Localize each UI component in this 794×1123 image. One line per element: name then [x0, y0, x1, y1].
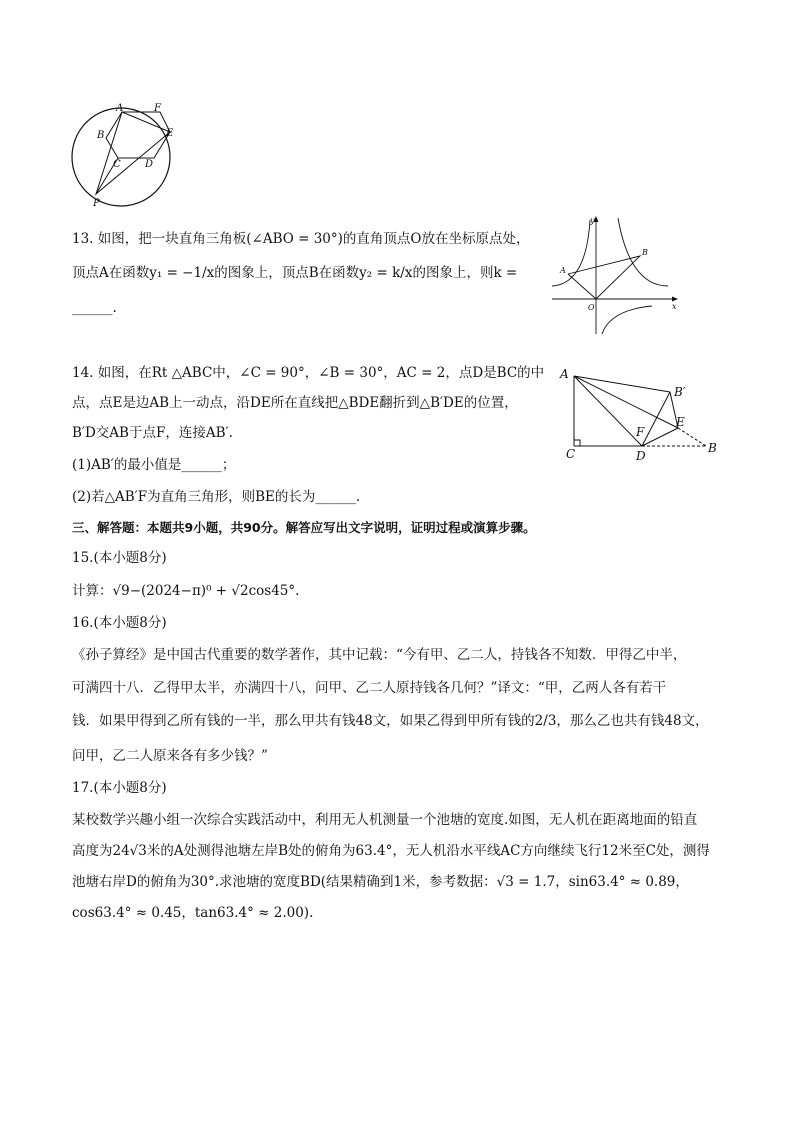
q17-line1: 某校数学兴趣小组一次综合实践活动中，利用无人机测量一个池塘的宽度.如图，无人机在距离地面的铅直 [72, 812, 698, 828]
label-D: D [636, 449, 646, 462]
label-A: A [560, 266, 566, 275]
q13-line2: 顶点A在函数y₁ = −1/x的图象上，顶点B在函数y₂ = k/x的图象上，则k = [72, 265, 518, 281]
q13-line3: ______. [72, 300, 117, 316]
label-B: B [708, 441, 717, 455]
label-C: C [113, 159, 121, 170]
label-x: x [672, 302, 677, 311]
line-AD [574, 376, 642, 446]
label-B-prime: B′ [674, 385, 686, 399]
label-A: A [116, 103, 124, 114]
dashed-EB [678, 428, 706, 446]
q14-line2: 点，点E是边AB上一动点，沿DE所在直线把△BDE翻折到△B′DE的位置， [72, 395, 518, 411]
q14-line3: B′D交AB于点F，连接AB′. [72, 425, 233, 441]
q17-line4: cos63.4° ≈ 0.45，tan63.4° ≈ 2.00). [72, 905, 314, 921]
label-C: C [566, 447, 576, 461]
polygon-lines [96, 112, 170, 194]
q15-line1: 计算：√9−(2024−π)⁰ + √2cos45°. [72, 583, 300, 599]
line-DB-prime [642, 392, 670, 446]
q16-line4: 问甲，乙二人原来各有多少钱？” [72, 748, 268, 764]
label-O: O [588, 303, 595, 312]
label-y: y [590, 216, 595, 225]
curve-right-bottom [602, 306, 652, 334]
label-B: B [97, 130, 105, 141]
hyperbola-figure [548, 214, 680, 338]
q16-line3: 钱．如果甲得到乙所有钱的一半，那么甲共有钱48文，如果乙得到甲所有钱的2/3，那么乙也共有钱48文， [72, 713, 709, 729]
q14-line1: 14. 如图，在Rt △ABC中，∠C = 90°，∠B = 30°，AC = 2，点D是BC的中 [72, 365, 545, 381]
label-P: P [93, 198, 100, 209]
q16-header: 16.(本小题8分) [72, 615, 167, 631]
q15-header: 15.(本小题8分) [72, 550, 167, 566]
section-3-heading: 三、解答题：本题共9小题，共90分。解答应写出文字说明，证明过程或演算步骤。 [72, 520, 536, 535]
q16-line2: 可满四十八．乙得甲太半，亦满四十八，问甲、乙二人原持钱各几何？”译文：“甲，乙两人各有若干 [72, 680, 667, 696]
circle-outline [72, 108, 170, 206]
label-B: B [642, 248, 648, 257]
q14-line4: (1)AB′的最小值是______； [72, 457, 236, 473]
triangle-figure [556, 362, 724, 462]
line-DE [642, 428, 678, 446]
label-D: D [145, 159, 154, 170]
q17-header: 17.(本小题8分) [72, 780, 167, 796]
q13-line1: 13. 如图，把一块直角三角板(∠ABO = 30°)的直角顶点O放在坐标原点处， [72, 231, 530, 247]
right-angle-mark [574, 440, 580, 446]
q14-line5: (2)若△AB′F为直角三角形，则BE的长为______. [72, 489, 361, 505]
q16-line1: 《孙子算经》是中国古代重要的数学著作，其中记载：“今有甲、乙二人，持钱各不知数．甲得乙中半， [72, 647, 687, 663]
label-E: E [166, 128, 174, 139]
line-AB-prime [574, 376, 670, 392]
label-A: A [560, 367, 569, 381]
q17-line2: 高度为24√3米的A处测得池塘左岸B处的俯角为63.4°，无人机沿水平线AC方向继续飞行12米至C处，测得 [72, 843, 710, 859]
triangle-abo [568, 256, 640, 299]
q17-line3: 池塘右岸D的俯角为30°.求池塘的宽度BD(结果精确到1米，参考数据：√3 = 1.7，sin63.4° ≈ 0.89， [72, 874, 689, 890]
label-F: F [154, 103, 161, 114]
label-F: F [636, 425, 645, 439]
label-E: E [676, 415, 685, 429]
circle-figure [66, 100, 178, 212]
line-AE [574, 376, 678, 428]
